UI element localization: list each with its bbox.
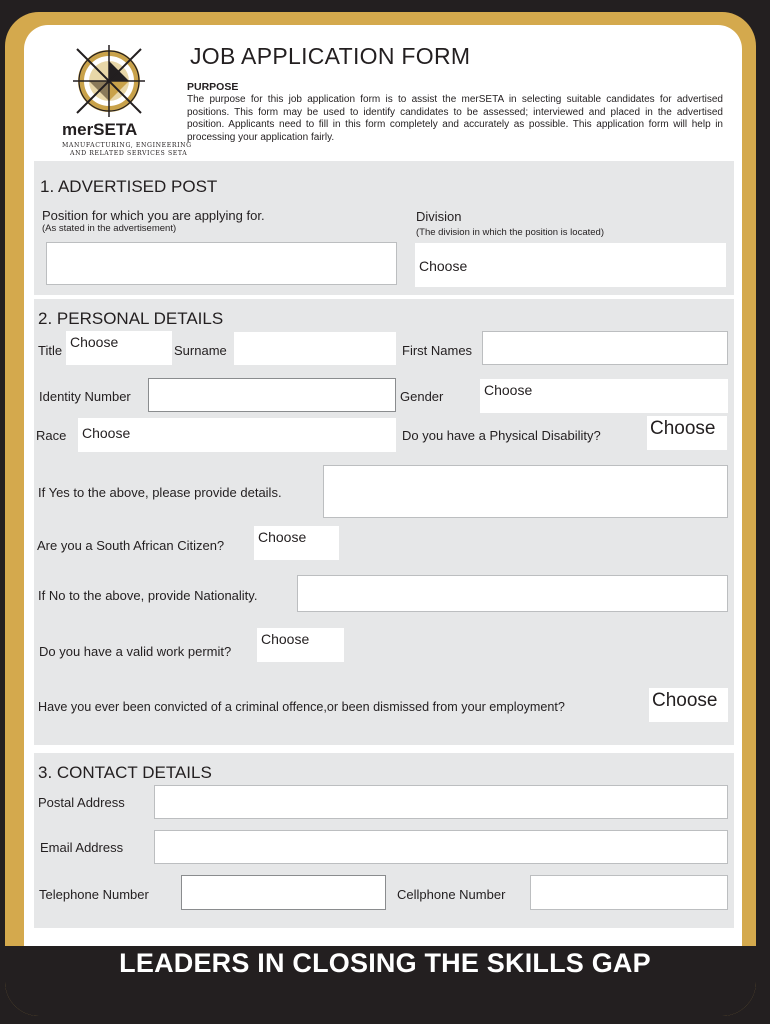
identity-input[interactable] — [148, 378, 396, 412]
position-label: Position for which you are applying for. — [42, 208, 265, 223]
logo-emblem-icon — [63, 39, 183, 119]
page-title: JOB APPLICATION FORM — [190, 43, 471, 69]
citizen-select[interactable]: Choose — [254, 526, 339, 560]
footer-slogan: LEADERS IN CLOSING THE SKILLS GAP — [119, 948, 651, 978]
surname-input[interactable] — [234, 332, 396, 365]
first-names-label: First Names — [402, 343, 473, 358]
postal-label: Postal Address — [38, 795, 125, 810]
cellphone-label: Cellphone Number — [397, 887, 506, 902]
permit-label: Do you have a valid work permit? — [39, 644, 232, 659]
identity-label: Identity Number — [39, 389, 131, 404]
nationality-label: If No to the above, provide Nationality. — [38, 588, 258, 603]
citizen-label: Are you a South African Citizen? — [37, 538, 225, 553]
cellphone-input[interactable] — [530, 875, 728, 910]
gender-label: Gender — [400, 389, 444, 404]
section-title: 1. ADVERTISED POST — [40, 177, 218, 196]
disability-label: Do you have a Physical Disability? — [402, 428, 601, 443]
race-label: Race — [36, 428, 67, 443]
section-title: 2. PERSONAL DETAILS — [38, 309, 224, 328]
gender-select[interactable]: Choose — [480, 379, 728, 413]
email-label: Email Address — [40, 840, 124, 855]
race-select[interactable]: Choose — [78, 418, 396, 452]
section-contact-details — [34, 753, 734, 928]
position-hint: (As stated in the advertisement) — [42, 223, 177, 234]
disability-details-input[interactable] — [323, 465, 728, 518]
division-select[interactable]: Choose — [415, 243, 726, 287]
merseta-logo — [60, 39, 200, 179]
title-label: Title — [38, 343, 63, 358]
postal-input[interactable] — [154, 785, 728, 819]
nationality-input[interactable] — [297, 575, 728, 612]
title-select[interactable]: Choose — [66, 331, 172, 365]
logo-tagline-1: MANUFACTURING, ENGINEERING — [62, 142, 192, 149]
convicted-select[interactable]: Choose — [649, 688, 728, 722]
disability-select[interactable]: Choose — [647, 416, 727, 450]
purpose-heading: PURPOSE — [187, 81, 239, 93]
form-page — [24, 25, 742, 946]
position-input[interactable] — [46, 242, 397, 285]
section-advertised-post — [34, 161, 734, 295]
permit-select[interactable]: Choose — [257, 628, 344, 662]
division-hint: (The division in which the position is located) — [416, 227, 604, 238]
first-names-input[interactable] — [482, 331, 728, 365]
telephone-label: Telephone Number — [39, 887, 149, 902]
division-label: Division — [416, 209, 462, 224]
section-title: 3. CONTACT DETAILS — [38, 763, 212, 782]
convicted-label: Have you ever been convicted of a criminal offence,or been dismissed from your employment? — [38, 700, 565, 714]
email-input[interactable] — [154, 830, 728, 864]
logo-tagline-2: AND RELATED SERVICES SETA — [70, 150, 188, 157]
surname-label: Surname — [174, 343, 227, 358]
disability-details-label: If Yes to the above, please provide details. — [38, 485, 282, 500]
logo-brand: merSETA — [62, 120, 138, 139]
section-personal-details — [34, 299, 734, 745]
purpose-text: The purpose for this job application form is to assist the merSETA in selecting suitable candidates for advertised positions. This form may be used to identify candidates to be assessed; interviewed and placed in the advertised position. Applicants need to fill in this form completely and accurately as possible. This application form will help in processing your application fairly. — [187, 94, 723, 143]
telephone-input[interactable] — [181, 875, 386, 910]
